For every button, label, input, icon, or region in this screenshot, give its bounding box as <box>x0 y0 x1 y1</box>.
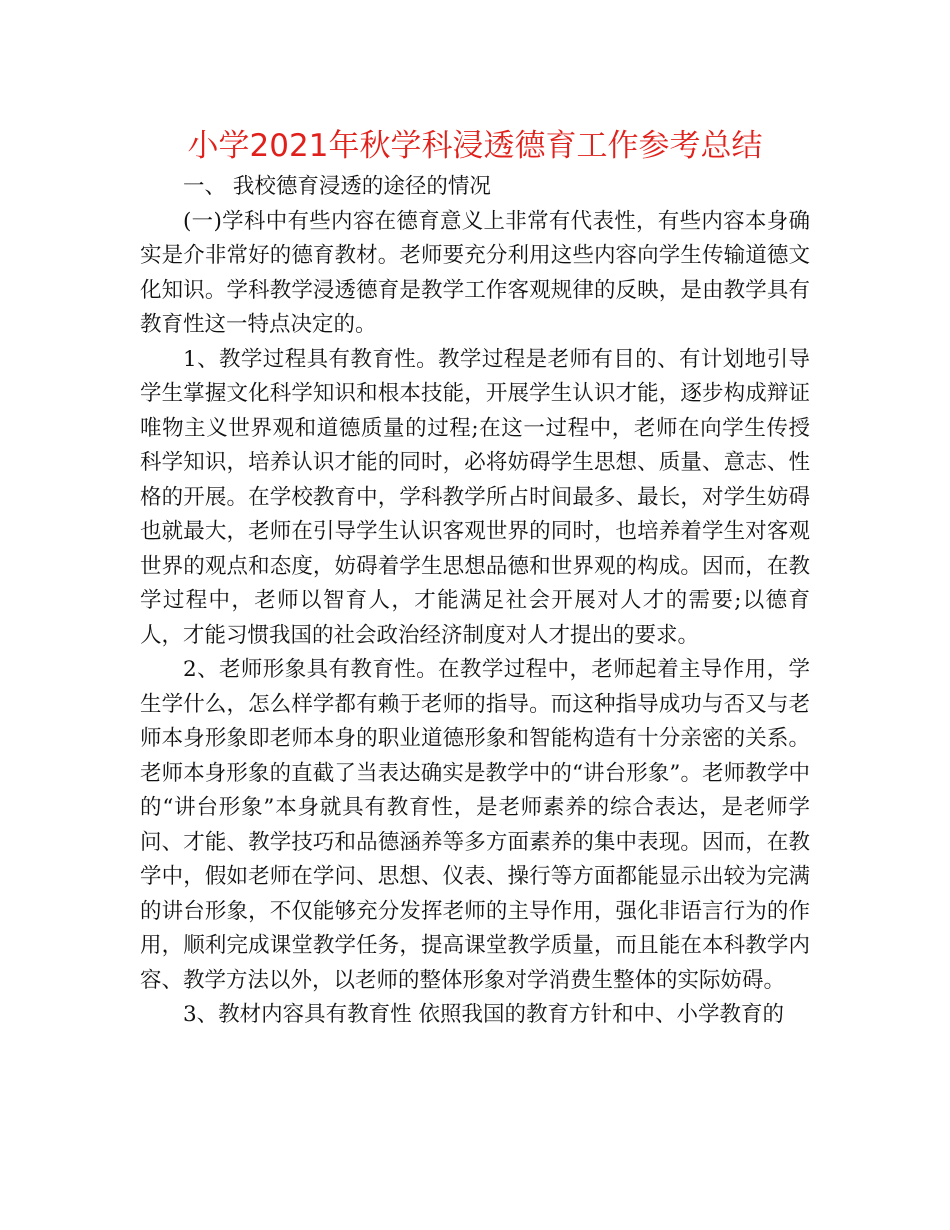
document-title: 小学2021年秋学科浸透德育工作参考总结 <box>187 128 763 164</box>
section-heading: 一、 我校德育浸透的途径的情况 <box>183 174 491 199</box>
paragraph: 1、教学过程具有教育性。教学过程是老师有目的、有计划地引导学生掌握文化科学知识和根本技能，开展学生认识才能，逐步构成辩证唯物主义世界观和道德质量的过程;在这一过程中，老师在向学生传授科学知识，培养认识才能的同时，必将妨碍学生思想、质量、意志、性格的开展。在学校教育中，学科教学所占时间最多、最长，对学生妨碍也就最大，老师在引导学生认识客观世界的同时，也培养着学生对客观世界的观点和态度，妨碍着学生思想品德和世界观的构成。因而，在教学过程中，老师以智育人，才能满足社会开展对人才的需要;以德育人，才能习惯我国的社会政治经济制度对人才提出的要求。 <box>140 346 810 648</box>
paragraph: 3、教材内容具有教育性 依照我国的教育方针和中、小学教育的 <box>183 1002 785 1027</box>
document-body <box>140 170 810 1033</box>
paragraph: (一)学科中有些内容在德育意义上非常有代表性，有些内容本身确实是介非常好的德育教材。老师要充分利用这些内容向学生传输道德文化知识。学科教学浸透德育是教学工作客观规律的反映，是由教学具有教育性这一特点决定的。 <box>140 208 810 337</box>
paragraph: 2、老师形象具有教育性。在教学过程中，老师起着主导作用，学生学什么，怎么样学都有赖于老师的指导。而这种指导成功与否又与老师本身形象即老师本身的职业道德形象和智能构造有十分亲密的关系。老师本身形象的直截了当表达确实是教学中的“讲台形象”。老师教学中的“讲台形象”本身就具有教育性，是老师素养的综合表达，是老师学问、才能、教学技巧和品德涵养等多方面素养的集中表现。因而，在教学中，假如老师在学问、思想、仪表、操行等方面都能显示出较为完满的讲台形象，不仅能够充分发挥老师的主导作用，强化非语言行为的作用，顺利完成课堂教学任务，提高课堂教学质量，而且能在本科教学内容、教学方法以外，以老师的整体形象对学消费生整体的实际妨碍。 <box>140 657 810 993</box>
